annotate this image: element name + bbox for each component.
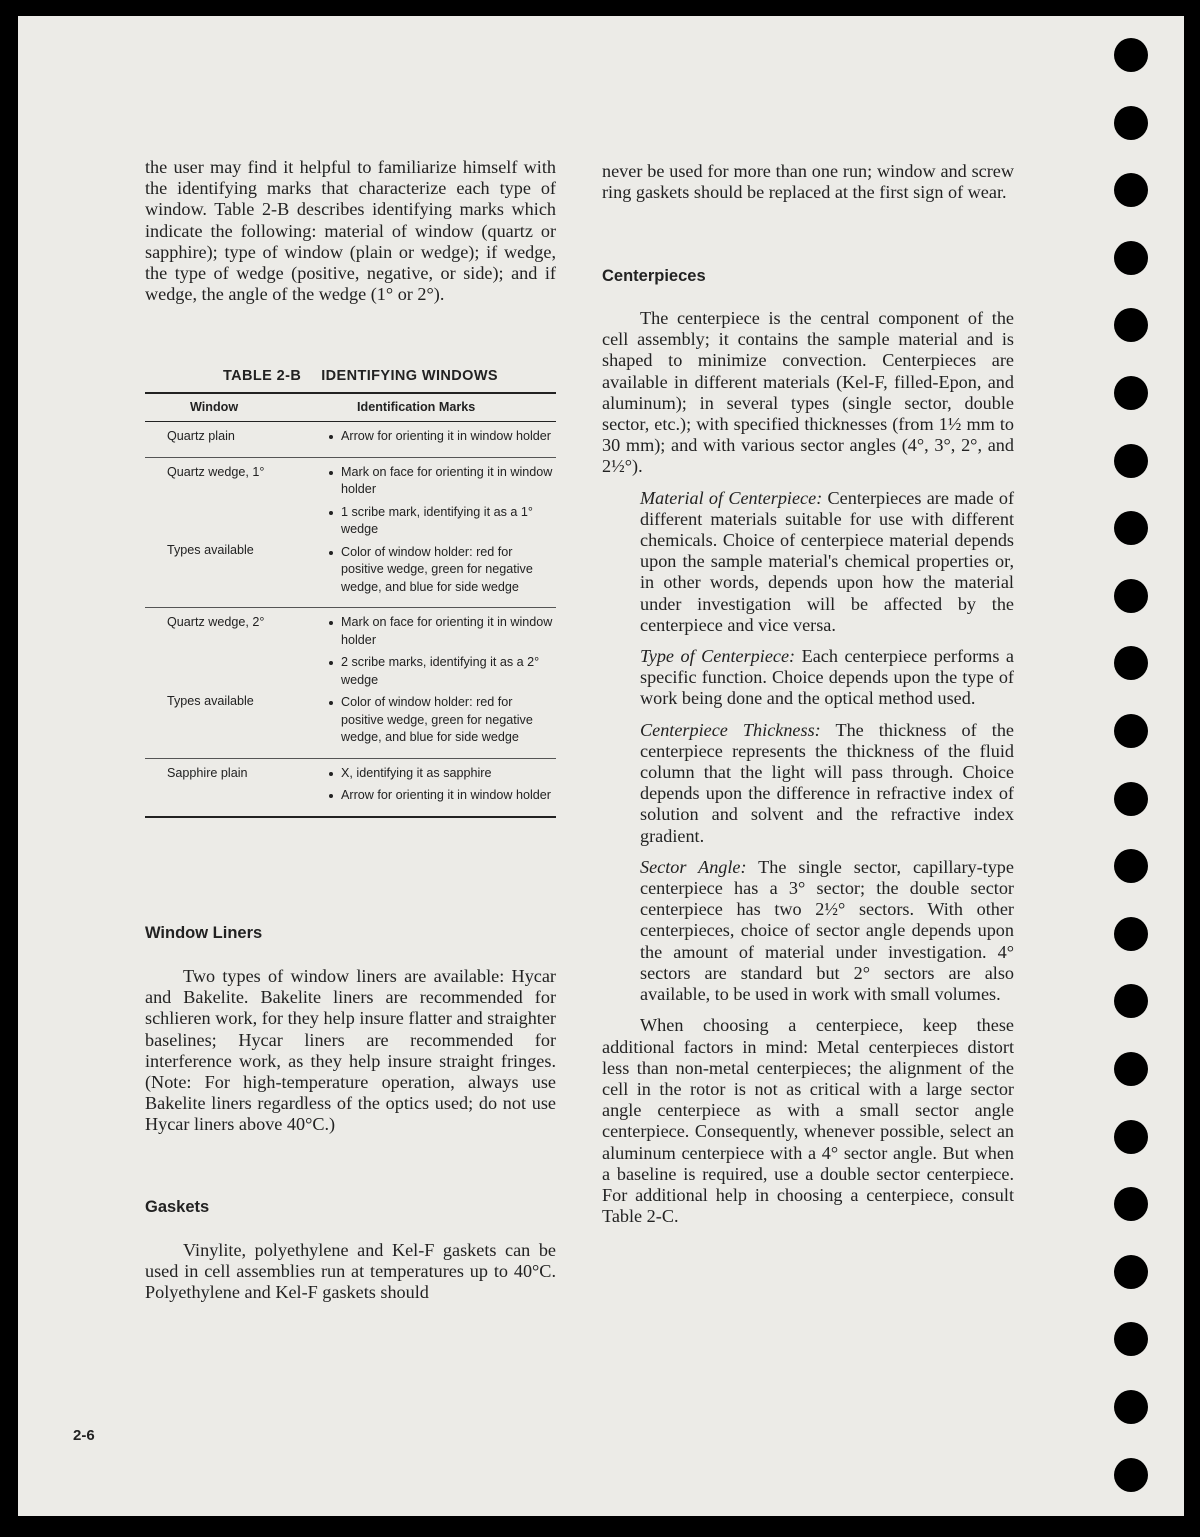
gaskets-paragraph: Vinylite, polyethylene and Kel-F gaskets can be used in cell assemblies run at temperatures up to 40°C. Polyethylene and Kel-F gaskets should <box>145 1240 556 1303</box>
choosing-paragraph: When choosing a centerpiece, keep these additional factors in mind: Metal centerpieces distort less than non-metal centerpieces; the alignment of the cell in the rotor is not as critical with a large sector angle centerpiece as with a small sector angle centerpiece. Consequently, whenever possible, select an aluminum centerpiece with a 4° sector angle. But when a baseline is required, use a double sector centerpiece. For additional help in choosing a centerpiece, consult Table 2-C. <box>602 1015 1014 1227</box>
binder-hole <box>1114 38 1148 72</box>
material-lead: Material of Centerpiece: <box>640 487 823 508</box>
binder-hole <box>1114 241 1148 275</box>
table-2b <box>145 368 556 818</box>
mark-item: X, identifying it as sapphire <box>329 765 556 783</box>
mark-item: Arrow for orienting it in window holder <box>329 428 556 446</box>
header-window: Window <box>190 399 239 414</box>
table-row <box>145 422 556 457</box>
binder-hole <box>1114 714 1148 748</box>
binder-hole <box>1114 1120 1148 1154</box>
material-paragraph <box>602 488 1014 636</box>
gaskets-heading: Gaskets <box>145 1198 210 1216</box>
types-label: Types available <box>167 693 254 708</box>
binder-hole <box>1114 376 1148 410</box>
binder-hole <box>1114 173 1148 207</box>
type-paragraph <box>602 646 1014 710</box>
binder-hole <box>1114 579 1148 613</box>
intro-paragraph: the user may find it helpful to familiarize himself with the identifying marks that characterize each type of window. Table 2-B describes identifying marks which indicate the following: material of window (quartz or sapphire); type of window (plain or wedge); if wedge, the type of wedge (positive, negative, or side); and if wedge, the angle of the wedge (1° or 2°). <box>145 157 556 305</box>
table-row <box>145 458 556 608</box>
types-label: Types available <box>167 543 254 557</box>
table-number: TABLE 2-B <box>222 368 302 384</box>
binder-hole <box>1114 106 1148 140</box>
thickness-lead: Centerpiece Thickness: <box>640 719 821 740</box>
binder-hole <box>1114 1052 1148 1086</box>
mark-item: 1 scribe mark, identifying it as a 1° wedge <box>329 504 556 539</box>
type-lead: Type of Centerpiece: <box>640 646 796 667</box>
binder-hole <box>1114 511 1148 545</box>
table-header <box>145 394 556 422</box>
centerpieces-heading: Centerpieces <box>602 267 706 285</box>
header-marks: Identification Marks <box>357 399 476 414</box>
centerpieces-section <box>602 308 1014 1227</box>
binder-hole <box>1114 849 1148 883</box>
type-text: Each centerpiece performs a specific function. Choice depends upon the type of work being done and the optical method used. <box>640 646 1014 709</box>
left-column-intro <box>145 157 556 305</box>
centerpieces-paragraph: The centerpiece is the central component of the cell assembly; it contains the sample material and is shaped to minimize convection. Centerpieces are available in different materials (Kel-F, filled-Epon, and aluminum); in several types (single sector, double sector, etc.); with specified thicknesses (from 1½ mm to 30 mm); and with various sector angles (4°, 3°, 2°, and 2½°). <box>602 308 1014 477</box>
binder-hole <box>1114 444 1148 478</box>
table-row <box>145 608 556 758</box>
angle-paragraph <box>602 857 1014 1005</box>
thickness-paragraph <box>602 720 1014 847</box>
window-cell: Sapphire plain <box>167 765 248 780</box>
binder-hole <box>1114 917 1148 951</box>
table-caption: IDENTIFYING WINDOWS <box>321 368 498 384</box>
right-column <box>602 161 1014 203</box>
binder-hole <box>1114 1390 1148 1424</box>
window-cell: Quartz wedge, 2° <box>167 615 265 629</box>
mark-item: Arrow for orienting it in window holder <box>329 787 556 805</box>
binder-hole <box>1114 782 1148 816</box>
continued-paragraph: never be used for more than one run; window and screw ring gaskets should be replaced at the first sign of wear. <box>602 161 1014 203</box>
mark-item: Mark on face for orienting it in window holder <box>329 614 556 649</box>
mark-item: Color of window holder: red for positive wedge, green for negative wedge, and blue for side wedge <box>329 544 556 597</box>
material-text: Centerpieces are made of different materials suitable for use with different chemicals. Choice of centerpiece material depends upon the sample material's chemical properties or, in other words, depends upon how the material under investigation will be affected by the centerpiece and vice versa. <box>640 487 1014 635</box>
window-cell: Quartz wedge, 1° <box>167 464 265 479</box>
window-liners-heading: Window Liners <box>145 924 263 942</box>
window-cell: Quartz plain <box>167 429 235 443</box>
binder-hole <box>1114 1458 1148 1492</box>
binder-hole <box>1114 1255 1148 1289</box>
table-title <box>145 368 556 386</box>
window-liners-paragraph: Two types of window liners are available: Hycar and Bakelite. Bakelite liners are recommended for schlieren work, for they help insure flatter and straighter baselines; Hycar liners are recommended for interference work, as they help insure straight fringes. (Note: For high-temperature operation, always use Bakelite liners regardless of the optics used; do not use Hycar liners above 40°C.) <box>145 966 556 1135</box>
mark-item: 2 scribe marks, identifying it as a 2° wedge <box>329 654 556 689</box>
mark-item: Color of window holder: red for positive wedge, green for negative wedge, and blue for side wedge <box>329 694 556 747</box>
mark-item: Mark on face for orienting it in window holder <box>329 464 556 499</box>
angle-text: The single sector, capillary-type centerpiece has a 3° sector; the double sector centerpiece has two 2½° sectors. With other centerpieces, choice of sector angle depends upon the amount of material under investigation. 4° sectors are standard but 2° sectors are also available, to be used in work with small volumes. <box>640 856 1014 1005</box>
window-liners-section <box>145 966 556 1136</box>
angle-lead: Sector Angle: <box>640 856 747 877</box>
page-number: 2-6 <box>73 1427 95 1444</box>
gaskets-section <box>145 1240 556 1304</box>
thickness-text: The thickness of the centerpiece represents the thickness of the fluid column that the light will pass through. Choice depends upon the difference in refractive index of solution and solvent and the refractive index gradient. <box>640 719 1014 846</box>
binder-hole <box>1114 1187 1148 1221</box>
table-row <box>145 759 556 816</box>
